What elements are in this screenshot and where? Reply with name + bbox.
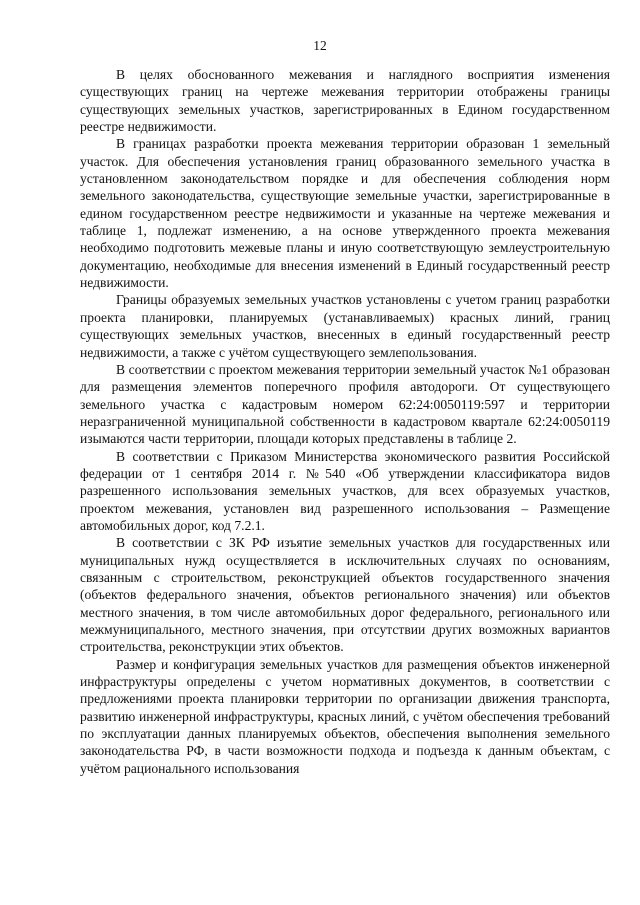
page-number: 12 — [313, 38, 327, 53]
paragraph-3: Границы образуемых земельных участков установлены с учетом границ разработки проекта планировки, планируемых (устанавливаемых) красных линий, границ существующих земельных участков, внесенных в единый государственный реестр недвижимости, а также с учётом существующего землепользования. — [80, 292, 610, 360]
paragraph-5: В соответствии с Приказом Министерства экономического развития Российской федерации от 1 сентября 2014 г. №540 «Об утверждении классификатора видов разрешенного использования земельных участков, для всех образуемых участков, проектом межевания, установлен вид разрешенного использования – Размещение автомобильных дорог, код 7.2.1. — [80, 448, 610, 533]
paragraph-6: В соответствии с ЗК РФ изъятие земельных участков для государственных или муниципальных нужд осуществляется в исключительных случаях по основаниям, связанным с строительством, реконструкцией объектов государственного значения (объектов федерального значения, объектов регионального значения) или объектов местного значения, в том числе автомобильных дорог федерального, регионального или межмуниципального, местного значения, при отсутствии других возможных вариантов строительства, реконструкции этих объектов. — [80, 535, 610, 655]
paragraph-4: В соответствии с проектом межевания территории земельный участок №1 образован для размещения элементов поперечного профиля автодороги. От существующего земельного участка с кадастровым номером 62:24:0050119:597 и территории неразграниченной муниципальной собственности в кадастровом квартале 62:24:0050119 изымаются части территории, площади которых представлены в таблице 2. — [80, 361, 610, 447]
paragraph-7: Размер и конфигурация земельных участков для размещения объектов инженерной инфраструктуры определены с учетом нормативных документов, в соответствии с предложениями проекта планировки территории по организации движения транспорта, развитию инженерной инфраструктуры, красных линий, с учётом обеспечения требований по эксплуатации данных планируемых объектов, обеспечения выполнения земельного законодательства РФ, в части возможности подхода и подъезда к данным объектам, с учётом рационального использования — [80, 656, 610, 776]
document-body — [80, 66, 610, 777]
paragraph-2: В границах разработки проекта межевания территории образован 1 земельный участок. Для обеспечения установления границ образованного земельного участка в установленном законодательством порядке и для обеспечения соблюдения норм земельного законодательства, существующие земельные участки, зарегистрированные в едином государственном реестре недвижимости и указанные на чертеже межевания и таблице 1, подлежат изменению, а на основе утвержденного проекта межевания необходимо подготовить межевые планы и иную соответствующую землеустроительную документацию, необходимые для внесения изменений в Единый государственный реестр недвижимости. — [80, 136, 610, 291]
paragraph-1: В целях обоснованного межевания и наглядного восприятия изменения существующих границ на чертеже межевания территории отображены границы существующих земельных участков, зарегистрированных в Едином государственном реестре недвижимости. — [80, 67, 610, 135]
